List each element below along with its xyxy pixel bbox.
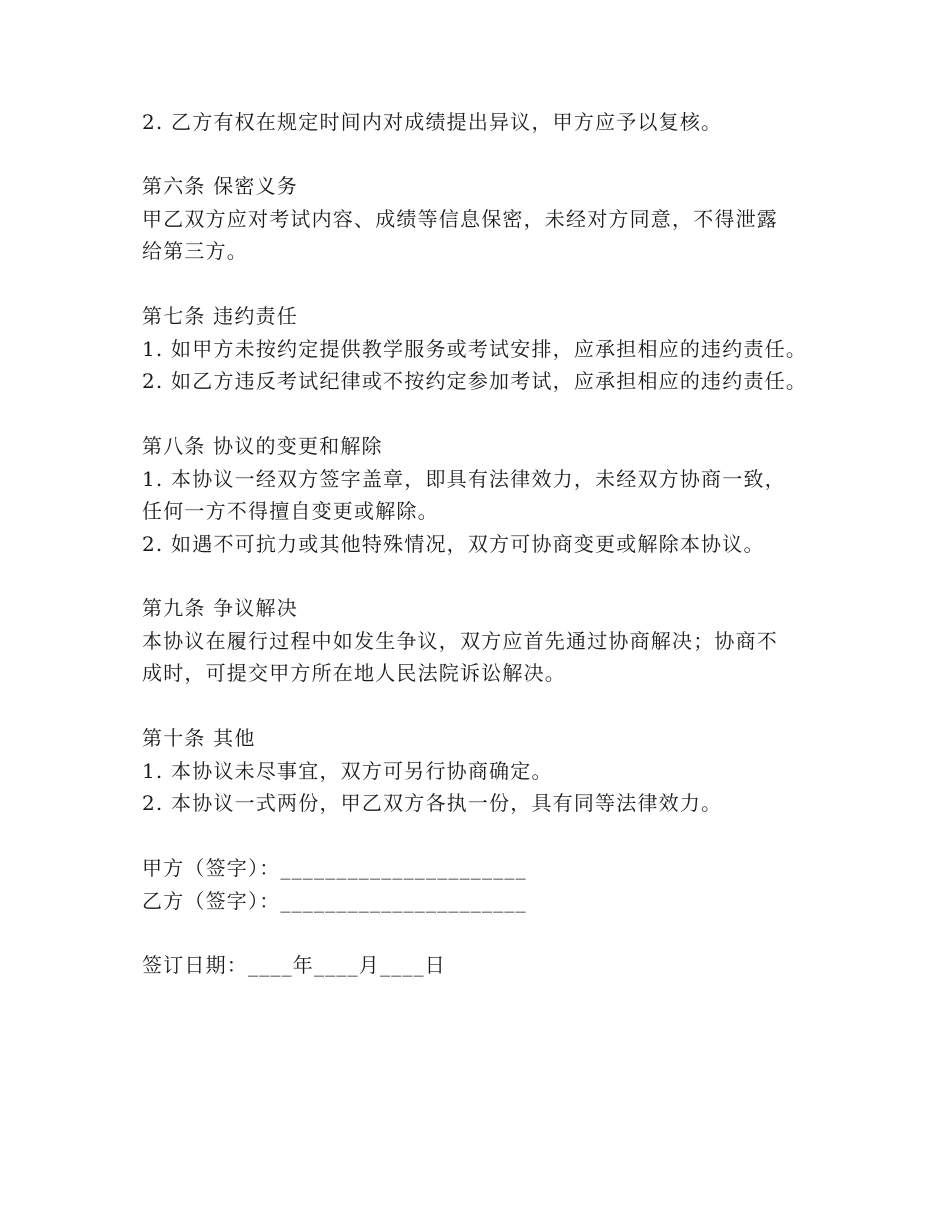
clause-9-heading: 第九条 争议解决 xyxy=(142,596,298,620)
clause-8-heading: 第八条 协议的变更和解除 xyxy=(142,434,383,458)
clause-8-item-2: 2. 如遇不可抗力或其他特殊情况，双方可协商变更或解除本协议。 xyxy=(142,532,765,556)
clause-8-item-1-line-1: 1. 本协议一经双方签字盖章，即具有法律效力，未经双方协商一致， xyxy=(142,467,786,491)
clause-6-text-line-1: 甲乙双方应对考试内容、成绩等信息保密，未经对方同意，不得泄露 xyxy=(142,207,778,231)
clause-9-text-line-1: 本协议在履行过程中如发生争议，双方应首先通过协商解决；协商不 xyxy=(142,629,778,653)
clause-7-item-2: 2. 如乙方违反考试纪律或不按约定参加考试，应承担相应的违约责任。 xyxy=(142,369,808,393)
clause-6-heading: 第六条 保密义务 xyxy=(142,174,298,198)
clause-7-item-1: 1. 如甲方未按约定提供教学服务或考试安排，应承担相应的违约责任。 xyxy=(142,337,808,361)
party-a-signature-line: 甲方（签字）：______________________ xyxy=(142,856,527,880)
clause-8-item-1-line-2: 任何一方不得擅自变更或解除。 xyxy=(142,499,439,523)
clause-6-text-line-2: 给第三方。 xyxy=(142,239,248,263)
clause-10-item-2: 2. 本协议一式两份，甲乙双方各执一份，具有同等法律效力。 xyxy=(142,791,723,815)
signing-date-line: 签订日期：____年____月____日 xyxy=(142,953,446,977)
clause-5-item-2: 2. 乙方有权在规定时间内对成绩提出异议，甲方应予以复核。 xyxy=(142,110,723,134)
clause-9-text-line-2: 成时，可提交甲方所在地人民法院诉讼解决。 xyxy=(142,661,566,685)
clause-10-heading: 第十条 其他 xyxy=(142,726,256,750)
clause-10-item-1: 1. 本协议未尽事宜，双方可另行协商确定。 xyxy=(142,759,553,783)
party-b-signature-line: 乙方（签字）：______________________ xyxy=(142,889,527,913)
clause-7-heading: 第七条 违约责任 xyxy=(142,304,298,328)
